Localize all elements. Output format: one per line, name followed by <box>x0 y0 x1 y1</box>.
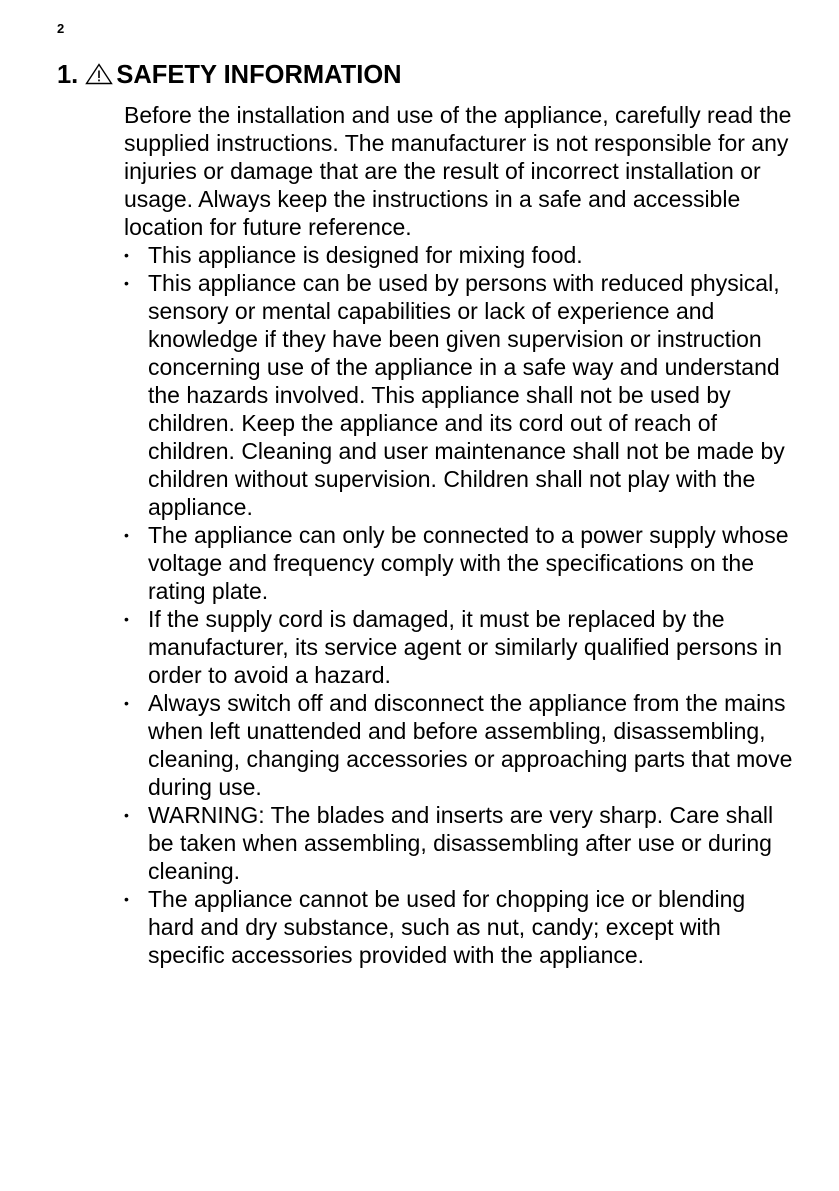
list-item <box>124 605 794 689</box>
intro-paragraph: Before the installation and use of the appliance, carefully read the supplied instructions. The manufacturer is not responsible for any injuries or damage that are the result of incorrect installation or usage. Always keep the instructions in a safe and accessible location for future reference. <box>124 102 792 240</box>
bullet-marker: • <box>124 611 129 627</box>
list-item-text: The appliance cannot be used for chopping ice or blending hard and dry substance, such as nut, candy; except with specific accessories provided with the appliance. <box>148 886 746 968</box>
list-item-text: This appliance can be used by persons with reduced physical, sensory or mental capabilities or lack of experience and knowledge if they have been given supervision or instruction concerning use of the appliance in a safe way and understand the hazards involved. This appliance shall not be used by children. Keep the appliance and its cord out of reach of children. Cleaning and user maintenance shall not be made by children without supervision. Children shall not play with the appliance. <box>148 270 785 520</box>
bullet-marker: • <box>124 275 129 291</box>
section-number: 1. <box>57 61 79 89</box>
bullet-marker: • <box>124 527 129 543</box>
page-number: 2 <box>57 21 65 36</box>
list-item <box>124 241 794 269</box>
list-item-text: The appliance can only be connected to a power supply whose voltage and frequency comply with the specifications on the rating plate. <box>148 522 789 604</box>
safety-bullet-list <box>124 241 794 969</box>
list-item <box>124 521 794 605</box>
list-item-text: WARNING: The blades and inserts are very sharp. Care shall be taken when assembling, disassembling after use or during cleaning. <box>148 802 774 884</box>
list-item-text: Always switch off and disconnect the appliance from the mains when left unattended and before assembling, disassembling, cleaning, changing accessories or approaching parts that move during use. <box>148 690 793 800</box>
list-item <box>124 269 794 521</box>
bullet-marker: • <box>124 891 129 907</box>
bullet-marker: • <box>124 807 129 823</box>
safety-content <box>124 101 794 969</box>
section-title: SAFETY INFORMATION <box>116 61 402 89</box>
list-item-text: If the supply cord is damaged, it must be replaced by the manufacturer, its service agent or similarly qualified persons in order to avoid a hazard. <box>148 606 783 688</box>
list-item <box>124 801 794 885</box>
list-item <box>124 689 794 801</box>
warning-triangle-icon <box>85 63 113 85</box>
list-item <box>124 885 794 969</box>
list-item-text: This appliance is designed for mixing food. <box>148 242 583 268</box>
bullet-marker: • <box>124 247 129 263</box>
bullet-marker: • <box>124 695 129 711</box>
section-heading <box>57 59 402 91</box>
